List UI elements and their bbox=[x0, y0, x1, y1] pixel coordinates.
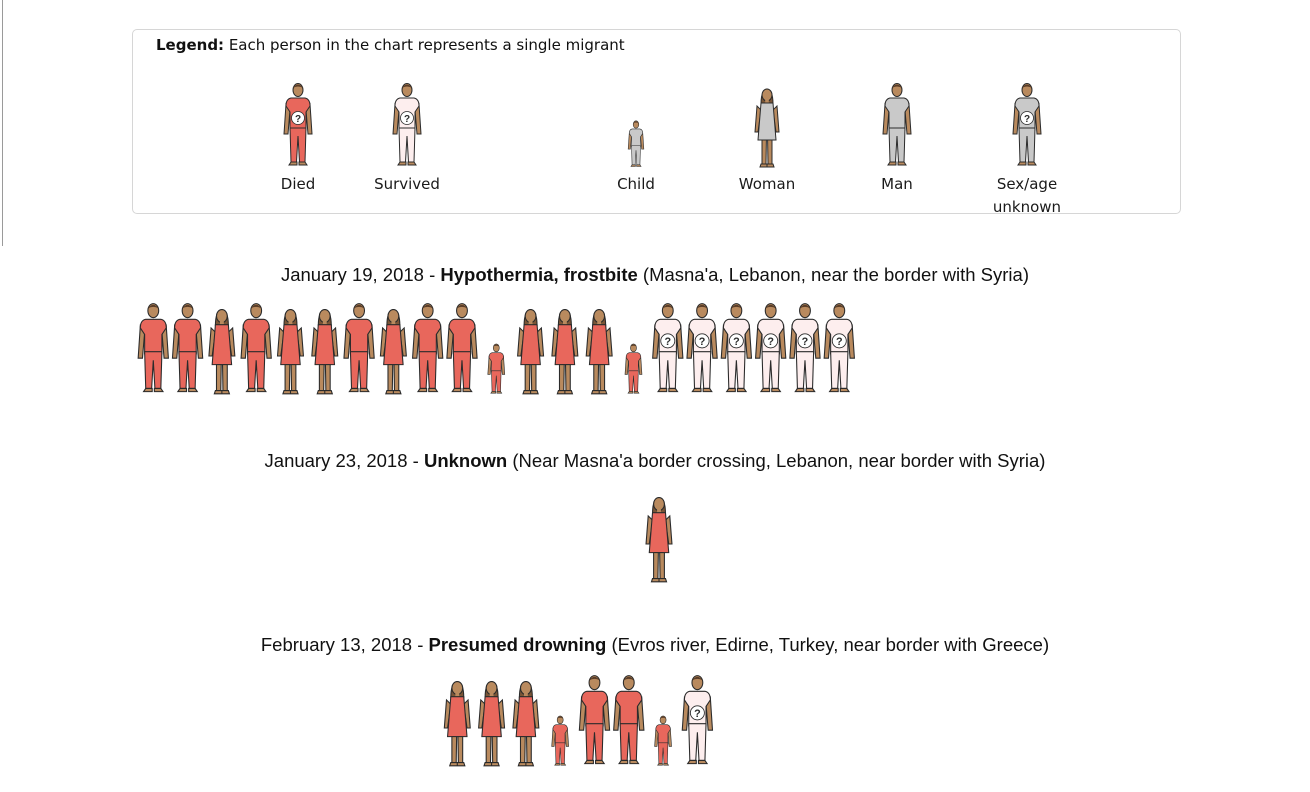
legend-item-sex-age-unknown bbox=[972, 82, 1082, 219]
svg-text:?: ? bbox=[835, 336, 843, 349]
person-died-man bbox=[579, 676, 609, 764]
legend-label-woman: Woman bbox=[738, 175, 796, 193]
child-icon bbox=[620, 82, 652, 168]
person-died-woman bbox=[646, 498, 672, 582]
incident-row-people bbox=[0, 670, 1310, 774]
person-died-woman bbox=[278, 310, 304, 394]
survived-icon bbox=[391, 82, 423, 168]
legend-item-survived bbox=[352, 82, 462, 196]
person-died-man bbox=[447, 304, 477, 392]
legend-title-text: Each person in the chart represents a single migrant bbox=[224, 36, 625, 54]
incident-date: January 19, 2018 - bbox=[280, 264, 441, 285]
person-died-woman bbox=[586, 310, 612, 394]
person-died-child bbox=[625, 344, 642, 393]
svg-text:?: ? bbox=[698, 336, 706, 349]
person-survived-unknown bbox=[687, 304, 717, 392]
person-survived-unknown bbox=[824, 304, 854, 392]
sex-age-unknown-icon bbox=[1011, 82, 1043, 168]
person-survived-unknown bbox=[756, 304, 786, 392]
legend-label-died: Died bbox=[280, 175, 316, 193]
person-died-woman bbox=[513, 682, 539, 766]
person-died-man bbox=[413, 304, 443, 392]
person-died-man bbox=[241, 304, 271, 392]
person-died-child bbox=[655, 716, 672, 765]
person-died-child bbox=[552, 716, 569, 765]
person-died-man bbox=[344, 304, 374, 392]
svg-text:?: ? bbox=[694, 708, 701, 721]
person-survived-unknown bbox=[653, 304, 683, 392]
svg-text:?: ? bbox=[733, 336, 740, 349]
legend-item-child bbox=[581, 82, 691, 196]
incident-location: (Evros river, Edirne, Turkey, near border with Greece) bbox=[606, 634, 1050, 655]
legend-label-sex-age-unknown: Sex/age unknown bbox=[992, 175, 1062, 216]
died-icon bbox=[282, 82, 314, 168]
legend-title bbox=[156, 36, 625, 54]
legend-label-survived: Survived bbox=[374, 175, 440, 193]
person-died-woman bbox=[518, 310, 544, 394]
incident-title bbox=[0, 264, 1310, 286]
incident-location: (Masna'a, Lebanon, near the border with Syria) bbox=[637, 264, 1029, 285]
man-icon bbox=[881, 82, 913, 168]
incident-row-people bbox=[0, 298, 1310, 402]
person-died-man bbox=[138, 304, 168, 392]
person-died-woman bbox=[380, 310, 406, 394]
legend-item-woman bbox=[712, 82, 822, 196]
legend-item-man bbox=[842, 82, 952, 196]
svg-text:?: ? bbox=[767, 336, 774, 349]
legend-title-bold: Legend: bbox=[156, 36, 225, 54]
person-died-woman bbox=[479, 682, 505, 766]
person-died-man bbox=[614, 676, 644, 764]
svg-text:?: ? bbox=[801, 336, 809, 349]
incident-row-people bbox=[0, 486, 1310, 586]
incident-title bbox=[0, 634, 1310, 656]
legend-label-man: Man bbox=[881, 175, 913, 193]
incident-cause: Hypothermia, frostbite bbox=[440, 264, 638, 285]
svg-text:?: ? bbox=[294, 114, 302, 125]
legend-item-died bbox=[243, 82, 353, 196]
person-survived-unknown bbox=[721, 304, 751, 392]
person-died-man bbox=[172, 304, 202, 392]
left-edge-rule bbox=[2, 0, 3, 246]
incident-cause: Presumed drowning bbox=[428, 634, 607, 655]
incident-date: January 23, 2018 - bbox=[264, 450, 424, 471]
svg-text:?: ? bbox=[1023, 114, 1031, 125]
person-survived-unknown bbox=[790, 304, 820, 392]
incident-cause: Unknown bbox=[423, 450, 508, 471]
incident-date: February 13, 2018 - bbox=[260, 634, 429, 655]
person-died-woman bbox=[312, 310, 338, 394]
incident-title bbox=[0, 450, 1310, 472]
legend-label-child: Child bbox=[617, 175, 655, 193]
person-died-woman bbox=[209, 310, 235, 394]
person-died-child bbox=[488, 344, 505, 393]
person-died-woman bbox=[444, 682, 470, 766]
svg-text:?: ? bbox=[403, 114, 411, 125]
incident-location: (Near Masna'a border crossing, Lebanon, near border with Syria) bbox=[507, 450, 1046, 471]
person-survived-unknown bbox=[682, 676, 712, 764]
legend-panel bbox=[132, 29, 1181, 214]
svg-text:?: ? bbox=[664, 336, 672, 349]
woman-icon bbox=[751, 82, 783, 168]
person-died-woman bbox=[552, 310, 578, 394]
